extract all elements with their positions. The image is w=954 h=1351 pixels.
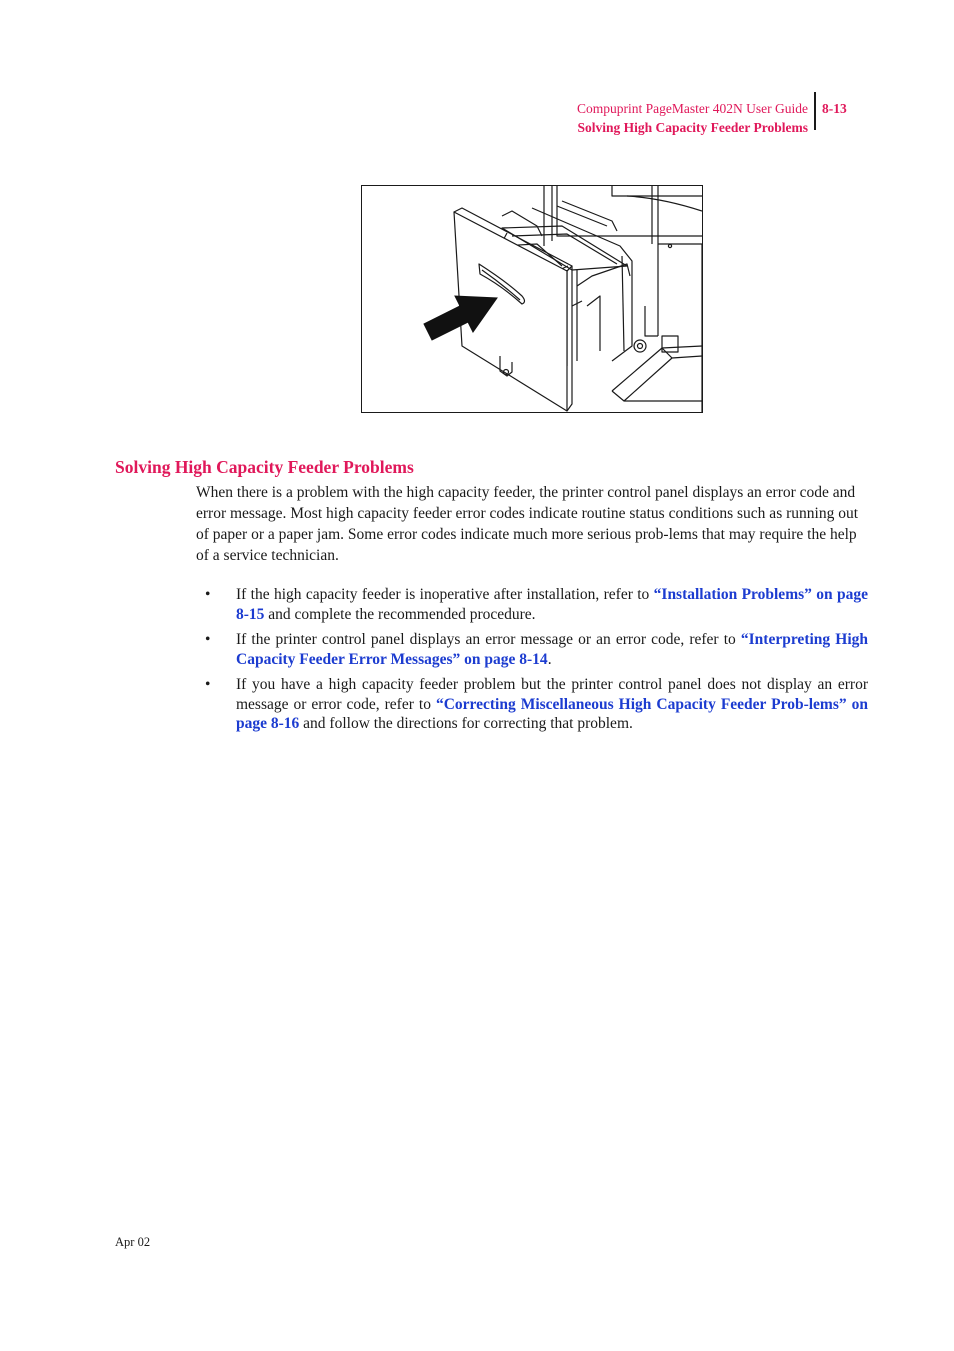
running-header: [520, 99, 808, 137]
installation-problems-link[interactable]: “Installation Problems” on page 8-15: [236, 586, 868, 623]
list-item-text: and follow the directions for correcting that problem.: [299, 715, 633, 732]
list-item-text: If the high capacity feeder is inoperative after installation, refer to: [236, 586, 654, 603]
miscellaneous-problems-link[interactable]: “Correcting Miscellaneous High Capacity Feeder Prob-lems” on page 8-16: [236, 695, 868, 732]
list-item: [205, 585, 868, 624]
list-item: [205, 630, 868, 669]
error-messages-link[interactable]: “Interpreting High Capacity Feeder Error Messages” on page 8-14: [236, 631, 868, 668]
bullet-marker: •: [205, 586, 211, 603]
list-item-text: If you have a high capacity feeder problem but the printer control panel does not display an error message or error code, refer to: [236, 676, 868, 713]
list-item-text: and complete the recommended procedure.: [264, 605, 536, 623]
section-heading: Solving High Capacity Feeder Problems: [115, 457, 414, 477]
footer-date: Apr 02: [115, 1235, 151, 1249]
header-section-title: Solving High Capacity Feeder Problems: [577, 120, 808, 135]
list-item: [205, 675, 868, 734]
feeder-drawer-drawing: [362, 186, 702, 412]
header-rule: [814, 92, 816, 130]
bullet-marker: •: [205, 676, 211, 693]
list-item-text: .: [547, 650, 552, 668]
feeder-illustration: [361, 185, 703, 413]
list-item-text: If the printer control panel displays an error message or an error code, refer to: [236, 631, 741, 648]
intro-paragraph: When there is a problem with the high capacity feeder, the printer control panel displays an error code and error message. Most high capacity feeder error codes indicate routine status conditions such as running out of paper or a paper jam. Some error codes indicate much more serious prob-lems that may require the help of a service technician.: [196, 484, 858, 564]
bullet-marker: •: [205, 631, 211, 648]
page-number: 8-13: [822, 101, 847, 116]
problem-list: [205, 585, 868, 740]
guide-title: Compuprint PageMaster 402N User Guide: [577, 101, 808, 116]
